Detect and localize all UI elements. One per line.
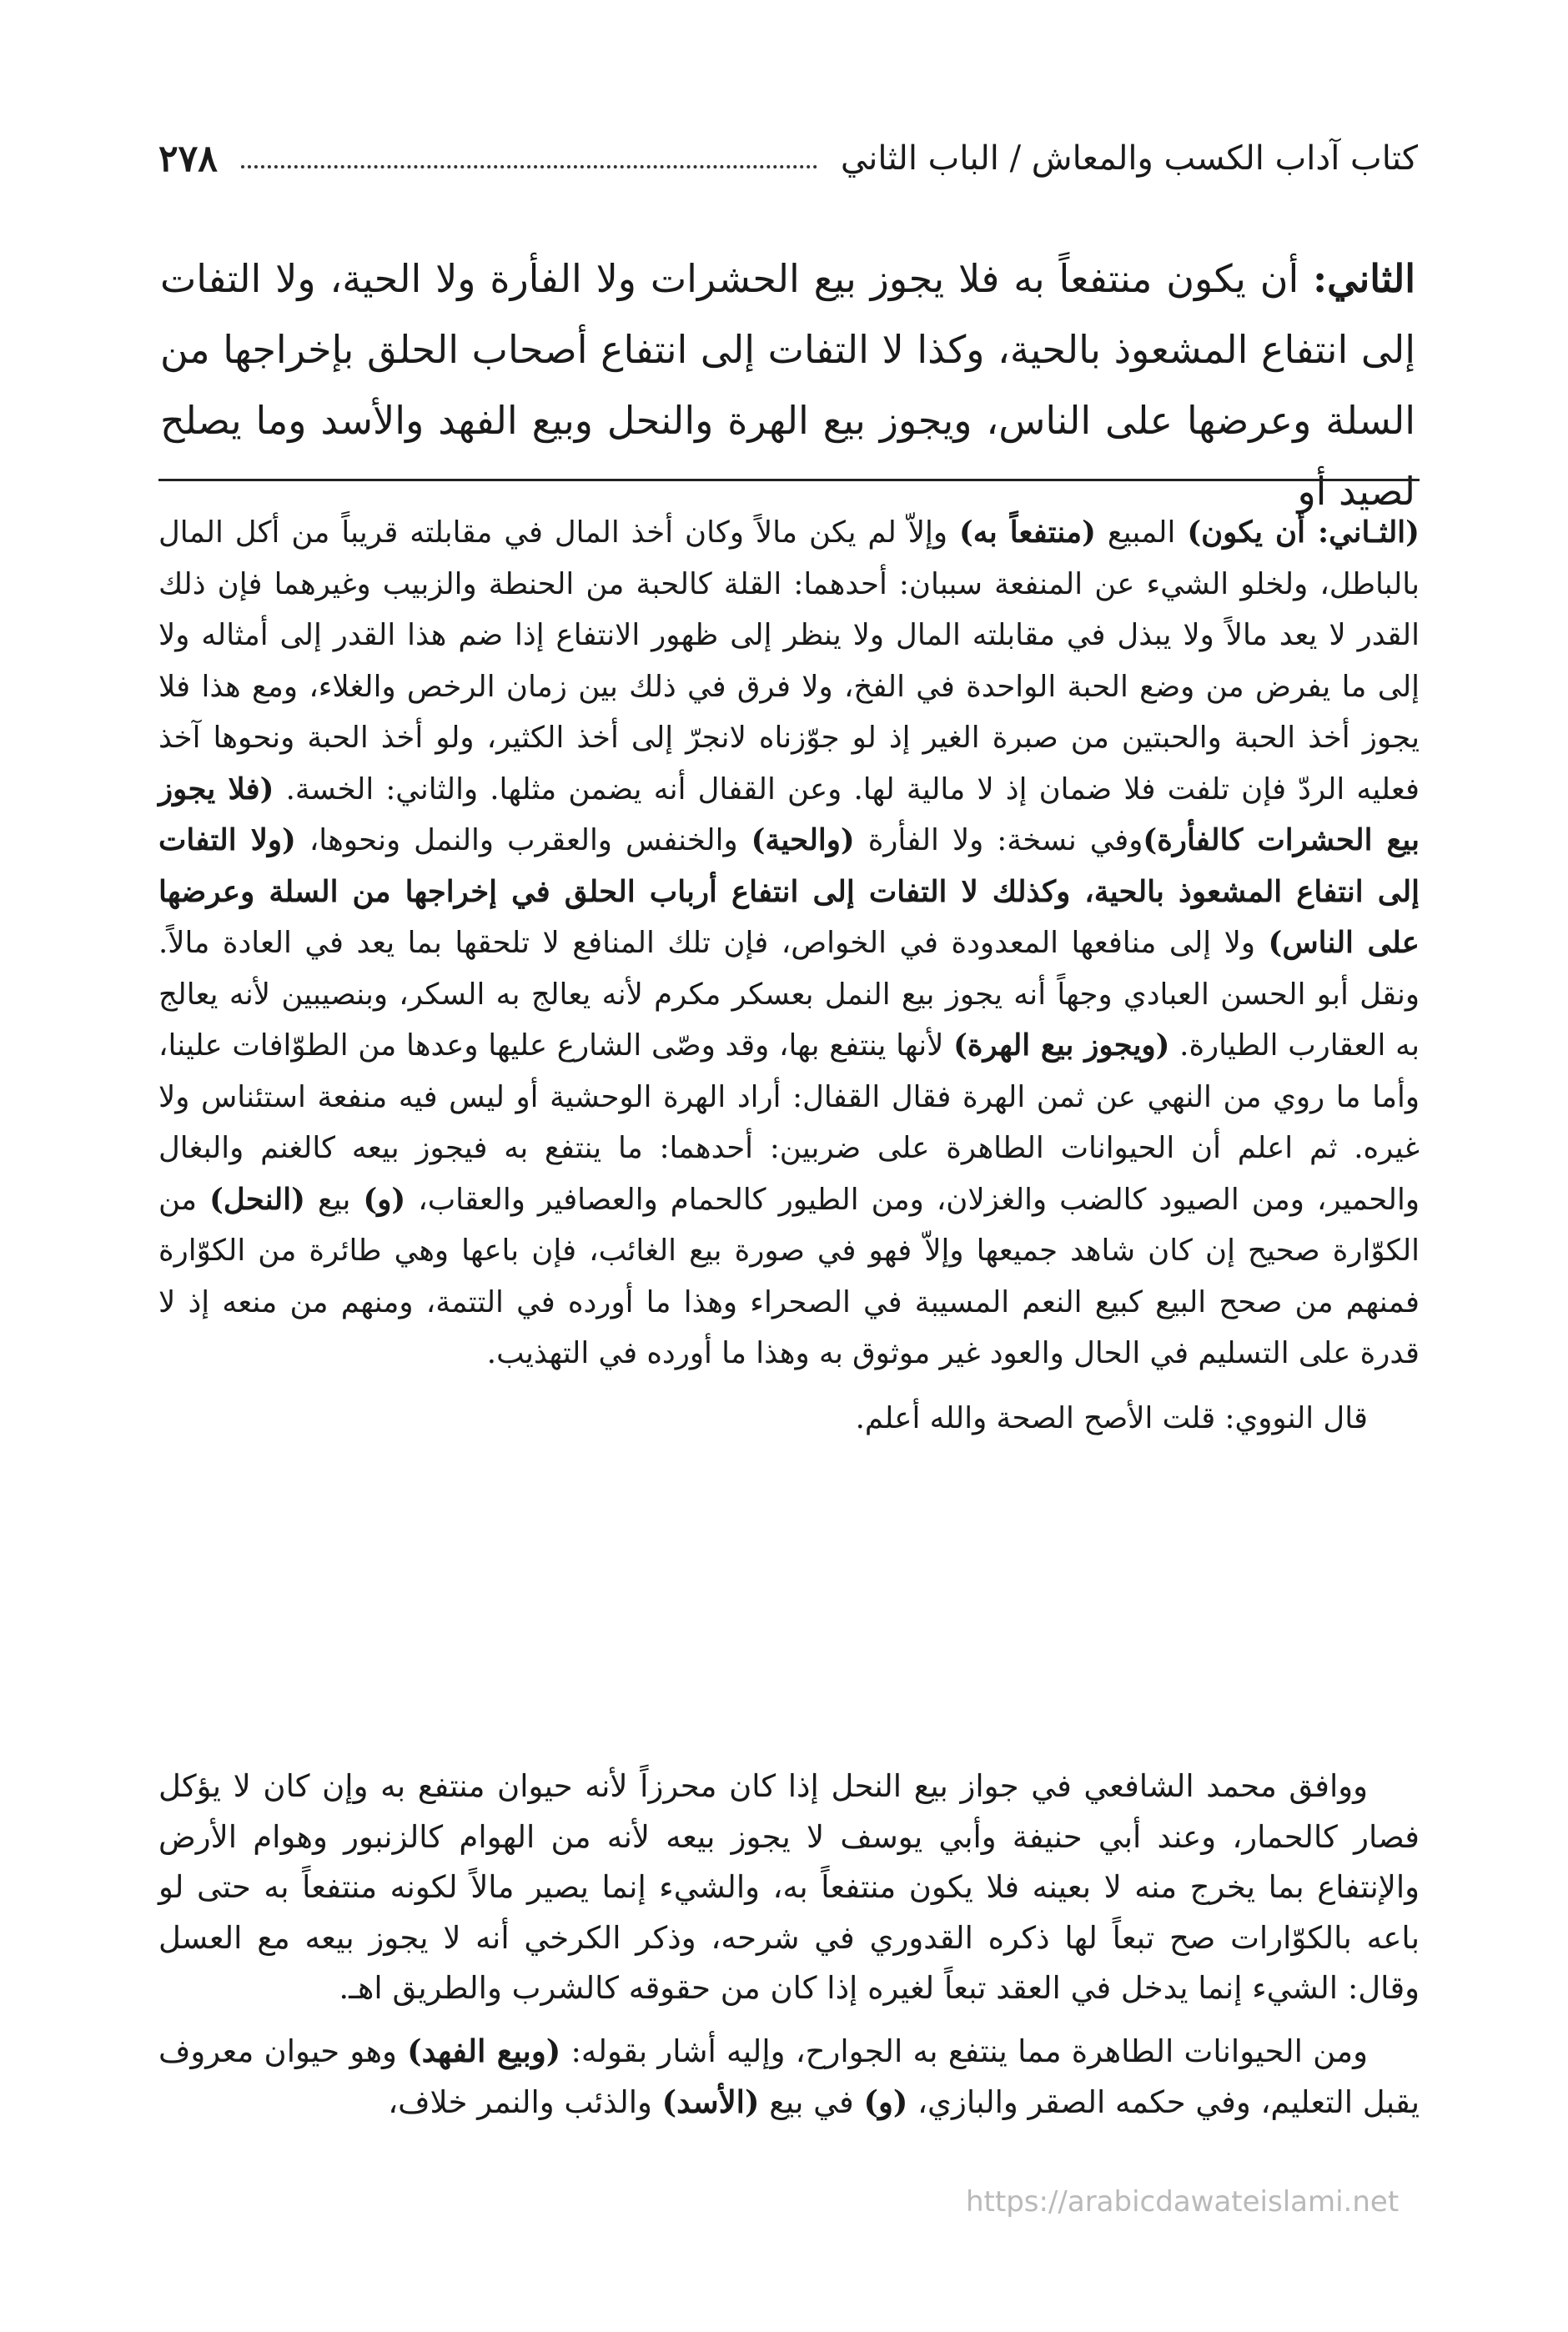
commentary-quote: (فلا يجوز بيع الحشرات كالفأرة) <box>158 771 1420 857</box>
dotted-leader <box>241 165 817 168</box>
commentary-quote: (النحل) <box>209 1182 305 1217</box>
lower-text-run: والذئب والنمر خلاف، <box>388 2084 652 2120</box>
commentary-quote: (ولا التفات إلى انتفاع المشعوذ بالحية، وكذلك لا التفات إلى انتفاع أرباب الحلق في إخراجها من السلة وعرضها على الناس) <box>158 823 1420 960</box>
nawawi-note: قال النووي: قلت الأصح الصحة والله أعلم. <box>855 1400 1368 1435</box>
commentary-text: وفي نسخة: ولا الفأرة <box>867 823 1143 857</box>
commentary-text: وإلاّ لم يكن مالاً وكان أخذ المال في مقابلته قريباً من أكل المال بالباطل، ولخلو الشيء عن المنفعة سببان: أحدهما: القلة كالحبة من الحنطة والزبيب وغيرهما فإن ذلك القدر لا يعد مالاً ولا يبذل في مقابلته المال ولا ينظر إلى ظهور الانتفاع إذا ضم هذا القدر إلى أمثاله ولا إلى ما يفرض من وضع الحبة الواحدة في الفخ، ولا فرق في ذلك بين زمان الرخص والغلاء، ومع هذا فلا يجوز أخذ الحبة والحبتين من صبرة الغير إذ لو جوّزناه لانجرّ إلى أخذ الكثير، ولو أخذ الحبة ونحوها آخذ فعليه الردّ فإن تلفت فلا ضمان إذ لا مالية لها. وعن القفال أنه يضمن مثلها. والثاني: الخسة. <box>158 515 1420 807</box>
commentary-text: من الكوّارة صحيح إن كان شاهد جميعها وإلاّ فهو في صورة بيع الغائب، فإن باعها وهي طائرة من الكوّارة فمنهم من صحح البيع كبيع النعم المسيبة في الصحراء وهذا ما أورده في التتمة، ومنهم من منعه إذ لا قدرة على التسليم في الحال والعود غير موثوق به وهذا ما أورده في التهذيب. <box>158 1182 1420 1370</box>
main-lead: الثاني: <box>1313 256 1415 301</box>
commentary-quote: (منتفعاً به) <box>959 515 1096 550</box>
lower-text-run: في بيع <box>769 2084 854 2120</box>
lower-text-run: ومن الحيوانات الطاهرة مما ينتفع به الجوارح، وإليه أشار بقوله: <box>570 2033 1368 2069</box>
main-body: أن يكون منتفعاً به فلا يجوز بيع الحشرات ولا الفأرة ولا الحية، ولا التفات إلى انتفاع المشعوذ بالحية، وكذا لا التفات إلى انتفاع أصحاب الحلق بإخراجها من السلة وعرضها على الناس، ويجوز بيع الهرة والنحل وبيع الفهد والأسد وما يصلح لصيد أو <box>160 256 1415 514</box>
main-text <box>160 244 1415 527</box>
separator-rule <box>158 479 1420 481</box>
page-number: ٢٧٨ <box>158 137 218 180</box>
lower-quote: (وبيع الفهد) <box>407 2032 561 2069</box>
lower-text-run: وهو حيوان معروف يقبل التعليم، وفي حكمه الصقر والبازي، <box>158 2033 1420 2120</box>
running-title: كتاب آداب الكسب والمعاش / الباب الثاني <box>840 139 1418 178</box>
commentary-text: المبيع <box>1107 515 1176 550</box>
commentary-quote: (و) <box>363 1182 406 1217</box>
commentary-text: ولا إلى منافعها المعدودة في الخواص، فإن تلك المنافع لا تلحقها بما يعد في العادة مالاً. ونقل أبو الحسن العبادي وجهاً أنه يجوز بيع النمل بعسكر مكرم لأنه يعالج به السكر، وبنصيبين لأنه يعالج به العقارب الطيارة. <box>158 926 1420 1063</box>
lower-quote: (و) <box>863 2083 908 2120</box>
lower-quote: (الأسد) <box>661 2083 760 2120</box>
commentary-quote: (ويجوز بيع الهرة) <box>953 1028 1170 1063</box>
commentary-text: بيع <box>317 1182 351 1217</box>
commentary <box>158 507 1420 1444</box>
lower-paragraph-2 <box>158 2026 1420 2128</box>
lower-text <box>158 1762 1420 2128</box>
commentary-text: والخنفس والعقرب والنمل ونحوها، <box>309 823 738 857</box>
commentary-quote: (الثـاني: أن يكون) <box>1187 515 1420 550</box>
commentary-paragraph <box>158 507 1420 1380</box>
main-paragraph <box>160 244 1415 527</box>
running-header <box>158 125 1418 192</box>
commentary-text: لأنها ينتفع بها، وقد وصّى الشارع عليها وعدها من الطوّافات علينا، وأما ما روي من النهي عن ثمن الهرة فقال القفال: أراد الهرة الوحشية أو ليس فيه منفعة استئناس ولا غيره. ثم اعلم أن الحيوانات الطاهرة على ضربين: أحدهما: ما ينتفع به فيجوز بيعه كالغنم والبغال والحمير، ومن الصيود كالضب والغزلان، ومن الطيور كالحمام والعصافير والعقاب، <box>158 1028 1420 1217</box>
lower-paragraph-1: ووافق محمد الشافعي في جواز بيع النحل إذا كان محرزاً لأنه حيوان منتفع به وإن كان لا يؤكل فصار كالحمار، وعند أبي حنيفة وأبي يوسف لا يجوز بيعه لأنه من الهوام كالزنبور وهوام الأرض والإنتفاع بما يخرج منه لا بعينه فلا يكون منتفعاً به، والشيء إنما يصير مالاً لكونه منتفعاً به حتى لو باعه بالكوّارات صح تبعاً لها ذكره القدوري في شرحه، وذكر الكرخي أنه لا يجوز بيعه مع العسل وقال: الشيء إنما يدخل في العقد تبعاً لغيره إذا كان من حقوقه كالشرب والطريق اهـ. <box>158 1768 1420 2006</box>
commentary-quote: (والحية) <box>751 823 855 857</box>
watermark-url: https://arabicdawateislami.net <box>966 2185 1400 2219</box>
